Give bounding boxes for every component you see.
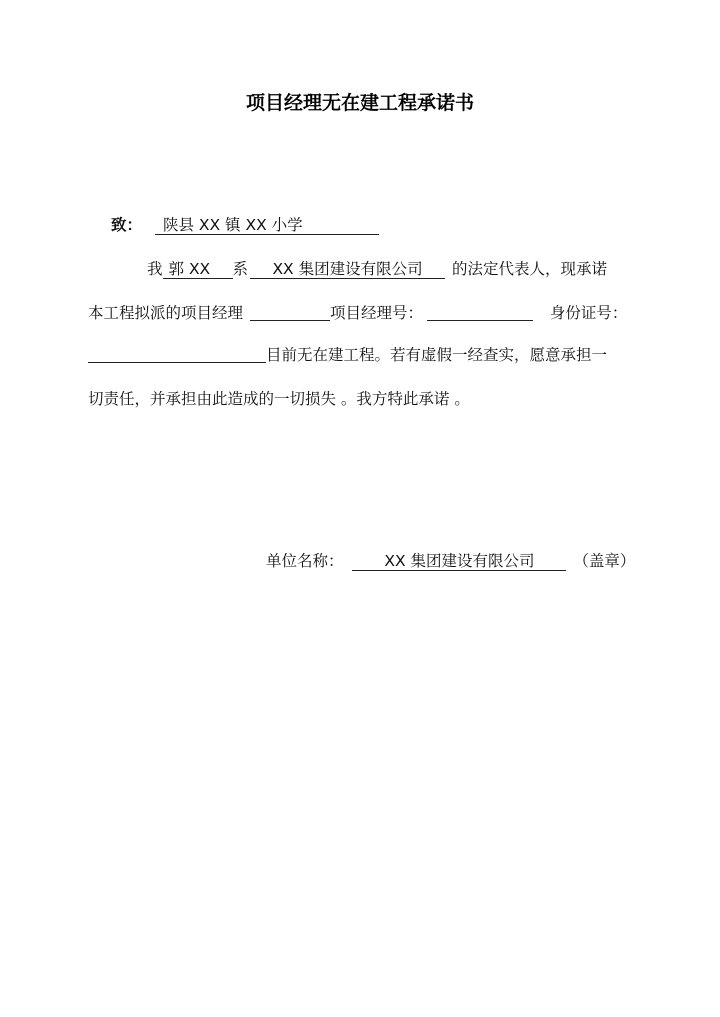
body-line-4 [88, 389, 470, 409]
signature-line [266, 551, 635, 571]
body-line-2 [88, 303, 627, 323]
addressee-prefix: 致： [111, 216, 143, 234]
company-field: XX 集团建设有限公司 [250, 260, 445, 279]
pm-number-label: 项目经理号： [329, 304, 423, 322]
closing-text: 切责任，并承担由此造成的一切损失 。我方特此承诺 。 [88, 390, 470, 408]
commitment-text: 目前无在建工程。若有虚假一经查实，愿意承担一 [266, 346, 608, 364]
id-number-blank [88, 346, 266, 363]
person-name-field: 郭 XX [163, 260, 233, 279]
project-manager-blank [250, 304, 330, 321]
intro-text: 我 [147, 260, 163, 278]
signature-company: XX 集团建设有限公司 [352, 552, 566, 571]
connector-text: 系 [232, 260, 249, 278]
id-number-label: 身份证号： [549, 304, 628, 322]
pm-number-blank [427, 304, 533, 321]
signature-label: 单位名称： [266, 552, 344, 570]
addressee-line [111, 215, 379, 235]
document-title: 项目经理无在建工程承诺书 [245, 92, 474, 114]
pm-intro-text: 本工程拟派的项目经理 [88, 304, 244, 322]
body-line-1 [147, 259, 607, 279]
body-line-3 [88, 345, 607, 365]
rest-text: 的法定代表人，现承诺 [451, 260, 607, 278]
seal-note: （盖章） [573, 552, 636, 570]
addressee-recipient: 陕县 XX 镇 XX 小学 [155, 216, 379, 235]
